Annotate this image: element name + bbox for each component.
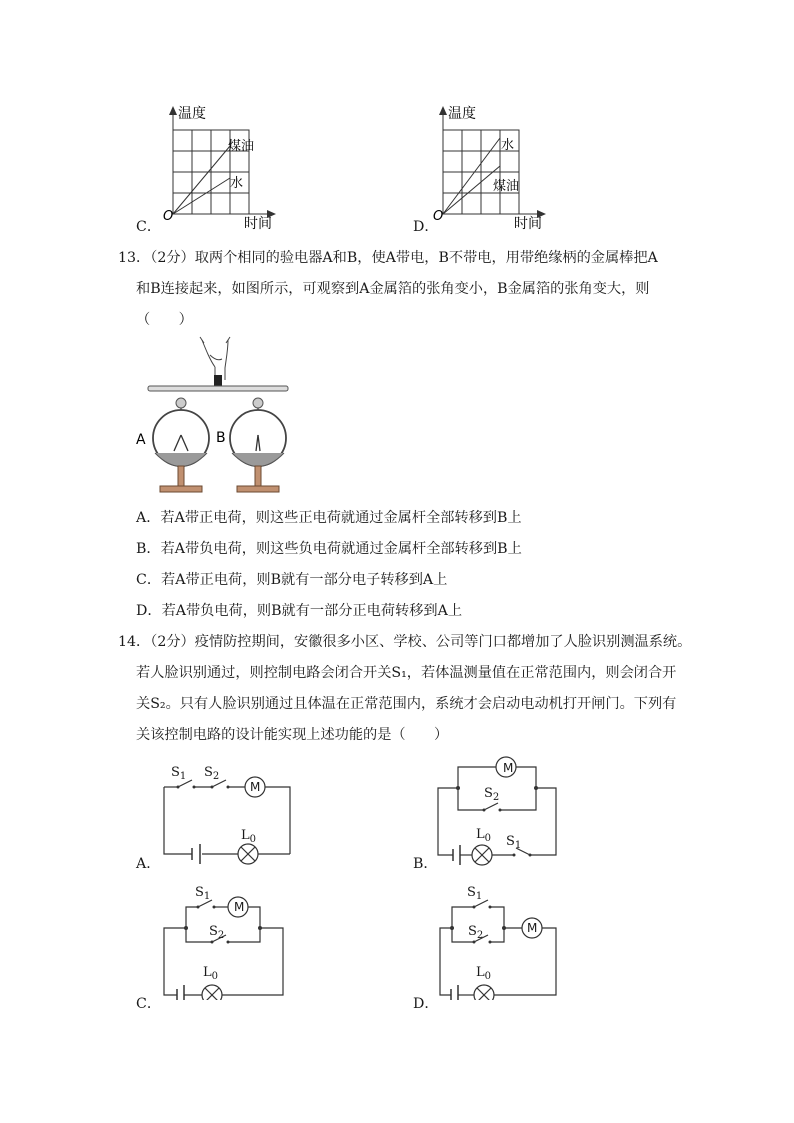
circuit-b-option: B． [413, 856, 438, 872]
line-label-1: 煤油 [228, 139, 255, 154]
y-axis-label: 温度 [178, 106, 206, 122]
circuit-a-motor-label: M [250, 780, 261, 794]
metal-rod [148, 386, 288, 391]
circuit-c-s2-label: $S_2$ [209, 924, 225, 941]
option-c-label: C． [136, 219, 162, 235]
circuit-a-s1-label: $S_1$ [171, 765, 187, 782]
circuit-c-lamp-label: $L_0$ [203, 965, 219, 982]
line-label-2: 煤油 [493, 179, 520, 194]
circuit-c-option: C． [136, 996, 162, 1012]
water-line [443, 138, 500, 214]
q13-option-b: B．若A带负电荷，则这些负电荷就通过金属杆全部转移到B上 [136, 541, 522, 557]
origin-label: O [163, 209, 174, 224]
q14-line-3: 关S₂。只有人脸识别通过且体温在正常范围内，系统才会启动电动机打开闸门。下列有 [136, 696, 677, 712]
q13-line-2: 和B连接起来，如图所示，可观察到A金属箔的张角变小，B金属箔的张角变大，则 [136, 281, 650, 297]
circuit-a-option: A． [136, 856, 161, 872]
graph-c [130, 100, 300, 235]
circuit-d-s2-label: $S_2$ [468, 924, 484, 941]
electroscope-figure [130, 335, 300, 500]
y-arrow [169, 106, 177, 115]
insulated-handle [214, 375, 222, 387]
circuit-d-lamp-label: $L_0$ [476, 965, 492, 982]
y-arrow [439, 106, 447, 115]
lamp [202, 985, 222, 1000]
x-axis-label: 时间 [244, 216, 272, 232]
q13-option-d: D．若A带负电荷，则B就有一部分正电荷转移到A上 [136, 603, 463, 619]
electroscope-b [230, 398, 286, 492]
q13-option-a: A．若A带正电荷，则这些正电荷就通过金属杆全部转移到B上 [136, 510, 522, 526]
q14-line-2: 若人脸识别通过，则控制电路会闭合开关S₁，若体温测量值在正常范围内，则会闭合开 [136, 665, 677, 681]
q13-option-c: C．若A带正电荷，则B就有一部分电子转移到A上 [136, 572, 448, 588]
switch-s2 [484, 803, 498, 810]
circuit-a-s2-label: $S_2$ [204, 765, 220, 782]
circuit-b-lamp-label: $L_0$ [476, 827, 492, 844]
circuit-b-s1-label: $S_1$ [506, 834, 522, 851]
circuit-d-motor-label: M [527, 921, 538, 935]
q14-line-4: 关该控制电路的设计能实现上述功能的是（ ） [136, 727, 449, 743]
kerosene-line [443, 166, 500, 214]
circuit-c-s1-label: $S_1$ [195, 885, 211, 902]
circuit-d-option: D． [413, 996, 439, 1012]
circuit-c-motor-label: M [234, 900, 245, 914]
electroscope-a [153, 398, 209, 492]
origin-label: O [433, 209, 444, 224]
circuit-b-motor-label: M [503, 761, 514, 775]
circuit-b [430, 755, 570, 870]
electroscope-a-label: A [136, 432, 146, 448]
q14-line-1: 14．（2分）疫情防控期间，安徽很多小区、学校、公司等门口都增加了人脸识别测温系统。 [118, 634, 692, 650]
circuit-b-s2-label: $S_2$ [484, 786, 500, 803]
circuit-d-s1-label: $S_1$ [467, 885, 483, 902]
q13-blank: （ ） [136, 312, 193, 328]
q13-line-1: 13．（2分）取两个相同的验电器A和B，使A带电，B不带电，用带绝缘柄的金属棒把A [118, 250, 658, 266]
circuit-c [150, 880, 300, 1000]
water-line [173, 178, 230, 214]
option-d-label: D． [413, 219, 439, 235]
circuit-a-lamp-label: $L_0$ [241, 828, 257, 845]
y-axis-label: 温度 [448, 106, 476, 122]
lamp [474, 985, 494, 1000]
graph-d [400, 100, 570, 235]
line-label-2: 水 [230, 176, 244, 191]
kerosene-line [173, 146, 230, 214]
x-axis-label: 时间 [514, 216, 542, 232]
electroscope-b-label: B [216, 430, 226, 446]
circuit-d [430, 880, 570, 1000]
line-label-1: 水 [501, 138, 515, 153]
